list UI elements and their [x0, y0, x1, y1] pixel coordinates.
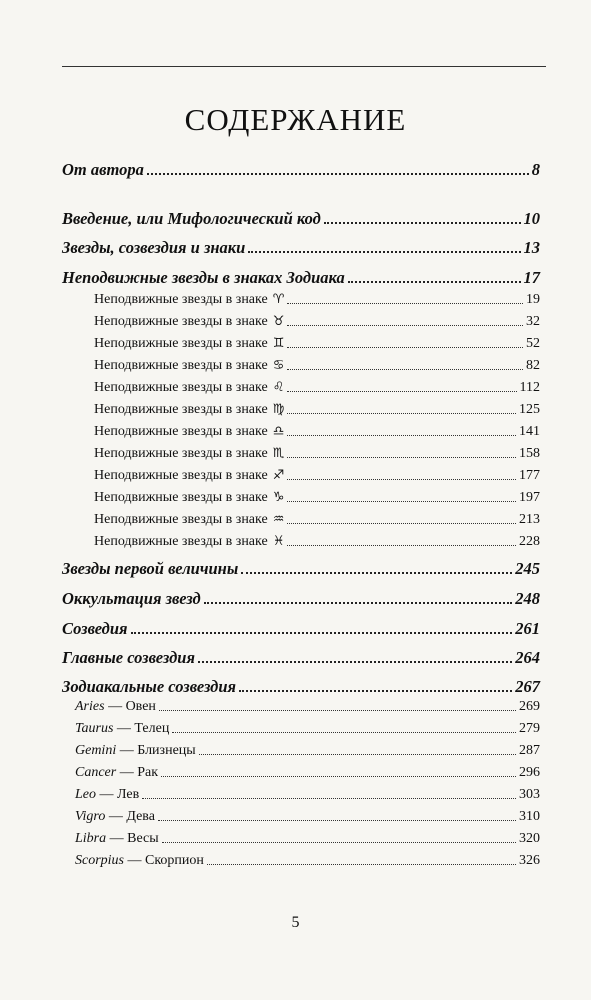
- scorpio-icon: ♏: [272, 446, 285, 461]
- toc-subentry-constellation-scorpius[interactable]: [75, 853, 540, 869]
- toc-subentry-gemini[interactable]: [94, 336, 540, 352]
- toc-subentry-label: Неподвижные звезды в знаке: [94, 534, 268, 549]
- toc-entry-foreword[interactable]: [62, 160, 540, 180]
- toc-subentry-page: 197: [519, 490, 540, 505]
- toc-subentry-constellation-virgo[interactable]: [75, 809, 540, 825]
- toc-subentry-constellation-gemini[interactable]: [75, 743, 540, 759]
- toc-entry-page: 10: [523, 209, 540, 228]
- leader-dots: [158, 820, 516, 821]
- virgo-icon: ♍: [272, 402, 285, 417]
- toc-subentry-page: 269: [519, 699, 540, 714]
- leader-dots: [287, 523, 516, 524]
- toc-subentry-scorpio[interactable]: [94, 446, 540, 462]
- leader-dots: [287, 325, 523, 326]
- toc-subentry-pisces[interactable]: [94, 534, 540, 550]
- dash: —: [119, 765, 134, 780]
- toc-subentry-page: 296: [519, 765, 540, 780]
- toc-subentry-page: 310: [519, 809, 540, 824]
- latin-name: Vigro: [75, 809, 106, 824]
- toc-subentry-page: 326: [519, 853, 540, 868]
- leader-dots: [239, 690, 512, 692]
- leo-icon: ♌: [272, 380, 285, 395]
- toc-subentry-page: 158: [519, 446, 540, 461]
- toc-entry-stars-constellations[interactable]: [62, 238, 540, 258]
- leader-dots: [287, 479, 516, 480]
- latin-name: Gemini: [75, 743, 117, 758]
- toc-subentry-page: 52: [526, 336, 540, 351]
- dash: —: [127, 853, 142, 868]
- toc-subentry-page: 125: [519, 402, 540, 417]
- toc-entry-page: 13: [523, 238, 540, 257]
- latin-name: Taurus: [75, 721, 114, 736]
- leader-dots: [204, 602, 513, 604]
- toc-subentry-page: 228: [519, 534, 540, 549]
- toc-entry-fixed-stars[interactable]: [62, 268, 540, 288]
- toc-entry-page: 8: [531, 160, 540, 179]
- toc-entry-main-constellations[interactable]: [62, 648, 540, 668]
- toc-subentry-aries[interactable]: [94, 292, 540, 308]
- toc-subentry-label: Неподвижные звезды в знаке: [94, 446, 268, 461]
- russian-name: Рак: [137, 765, 159, 780]
- russian-name: Близнецы: [137, 743, 196, 758]
- toc-subentry-libra[interactable]: [94, 424, 540, 440]
- russian-name: Лев: [117, 787, 140, 802]
- leader-dots: [142, 798, 516, 799]
- toc-subentry-sagittarius[interactable]: [94, 468, 540, 484]
- toc-entry-label: Зодиакальные созвездия: [62, 677, 237, 696]
- toc-entry-label: Оккультация звезд: [62, 589, 201, 608]
- leader-dots: [287, 545, 516, 546]
- toc-subentry-label: Неподвижные звезды в знаке: [94, 424, 268, 439]
- leader-dots: [287, 303, 523, 304]
- toc-subentry-cancer[interactable]: [94, 358, 540, 374]
- toc-entry-introduction[interactable]: [62, 209, 540, 229]
- russian-name: Овен: [125, 699, 156, 714]
- toc-subentry-constellation-leo[interactable]: [75, 787, 540, 803]
- leader-dots: [159, 710, 516, 711]
- leader-dots: [287, 347, 523, 348]
- toc-subentry-leo[interactable]: [94, 380, 540, 396]
- leader-dots: [199, 754, 516, 755]
- leader-dots: [287, 391, 516, 392]
- latin-name: Cancer: [75, 765, 117, 780]
- toc-subentry-constellation-aries[interactable]: [75, 699, 540, 715]
- dash: —: [119, 743, 134, 758]
- leader-dots: [287, 457, 516, 458]
- latin-name: Scorpius: [75, 853, 124, 868]
- toc-subentry-aquarius[interactable]: [94, 512, 540, 528]
- toc-entry-occultation[interactable]: [62, 589, 540, 609]
- toc-subentry-capricorn[interactable]: [94, 490, 540, 506]
- latin-name: Leo: [75, 787, 96, 802]
- dash: —: [109, 831, 124, 846]
- leader-dots: [131, 632, 513, 634]
- dash: —: [108, 809, 123, 824]
- toc-subentry-label: Неподвижные звезды в знаке: [94, 402, 268, 417]
- toc-entry-constellations[interactable]: [62, 619, 540, 639]
- toc-subentry-constellation-cancer[interactable]: [75, 765, 540, 781]
- toc-entry-label: Звезды, созвездия и знаки: [62, 238, 246, 257]
- leader-dots: [324, 222, 521, 224]
- leader-dots: [287, 501, 516, 502]
- toc-subentry-label: Неподвижные звезды в знаке: [94, 468, 268, 483]
- leader-dots: [248, 251, 520, 253]
- toc-subentry-constellation-libra[interactable]: [75, 831, 540, 847]
- cancer-icon: ♋: [272, 358, 285, 373]
- toc-subentry-label: Неподвижные звезды в знаке: [94, 358, 268, 373]
- toc-entry-label: Созведия: [62, 619, 128, 638]
- toc-subentry-page: 303: [519, 787, 540, 802]
- latin-name: Aries: [75, 699, 105, 714]
- toc-subentry-label: Неподвижные звезды в знаке: [94, 314, 268, 329]
- header-rule: [62, 66, 546, 67]
- dash: —: [108, 699, 123, 714]
- toc-subentry-taurus[interactable]: [94, 314, 540, 330]
- gemini-icon: ♊: [272, 336, 285, 351]
- leader-dots: [172, 732, 516, 733]
- leader-dots: [287, 435, 516, 436]
- leader-dots: [348, 281, 521, 283]
- toc-subentry-page: 112: [519, 380, 540, 395]
- dash: —: [116, 721, 131, 736]
- toc-entry-label: Неподвижные звезды в знаках Зодиака: [62, 268, 345, 287]
- toc-entry-label: Введение, или Мифологический код: [62, 209, 321, 228]
- pisces-icon: ♓: [272, 534, 285, 549]
- toc-subentry-page: 19: [526, 292, 540, 307]
- dash: —: [99, 787, 114, 802]
- toc-subentry-page: 320: [519, 831, 540, 846]
- leader-dots: [241, 572, 512, 574]
- russian-name: Телец: [134, 721, 170, 736]
- toc-entry-page: 261: [515, 619, 540, 638]
- toc-entry-page: 245: [515, 559, 540, 578]
- leader-dots: [161, 776, 516, 777]
- toc-subentry-page: 32: [526, 314, 540, 329]
- toc-subentry-page: 141: [519, 424, 540, 439]
- toc-subentry-page: 213: [519, 512, 540, 527]
- libra-icon: ♎: [272, 424, 285, 439]
- toc-entry-page: 17: [523, 268, 540, 287]
- toc-subentry-page: 279: [519, 721, 540, 736]
- toc-entry-label: От автора: [62, 160, 144, 179]
- leader-dots: [162, 842, 516, 843]
- page-number: 5: [291, 914, 300, 931]
- toc-subentry-page: 82: [526, 358, 540, 373]
- toc-entry-first-magnitude[interactable]: [62, 559, 540, 579]
- leader-dots: [287, 413, 516, 414]
- russian-name: Весы: [127, 831, 159, 846]
- toc-subentry-label: Неподвижные звезды в знаке: [94, 490, 268, 505]
- capricorn-icon: ♑: [272, 490, 285, 505]
- russian-name: Скорпион: [145, 853, 204, 868]
- toc-entry-page: 248: [515, 589, 540, 608]
- toc-subentry-constellation-taurus[interactable]: [75, 721, 540, 737]
- toc-entry-zodiac-constellations[interactable]: [62, 677, 540, 697]
- leader-dots: [147, 173, 529, 175]
- toc-subentry-page: 177: [519, 468, 540, 483]
- toc-subentry-virgo[interactable]: [94, 402, 540, 418]
- taurus-icon: ♉: [272, 314, 285, 329]
- sagittarius-icon: ♐: [272, 468, 285, 483]
- toc-subentry-page: 287: [519, 743, 540, 758]
- latin-name: Libra: [75, 831, 107, 846]
- leader-dots: [287, 369, 523, 370]
- toc-subentry-label: Неподвижные звезды в знаке: [94, 380, 268, 395]
- toc-entry-page: 267: [515, 677, 540, 696]
- toc-subentry-label: Неподвижные звезды в знаке: [94, 292, 268, 307]
- leader-dots: [198, 661, 512, 663]
- page-title: СОДЕРЖАНИЕ: [184, 102, 407, 137]
- toc-subentry-label: Неподвижные звезды в знаке: [94, 336, 268, 351]
- toc-subentry-label: Неподвижные звезды в знаке: [94, 512, 268, 527]
- toc-entry-page: 264: [515, 648, 540, 667]
- russian-name: Дева: [126, 809, 155, 824]
- toc-entry-label: Главные созвездия: [62, 648, 195, 667]
- leader-dots: [207, 864, 516, 865]
- toc-entry-label: Звезды первой величины: [62, 559, 239, 578]
- aquarius-icon: ♒: [272, 512, 285, 527]
- aries-icon: ♈: [272, 292, 285, 307]
